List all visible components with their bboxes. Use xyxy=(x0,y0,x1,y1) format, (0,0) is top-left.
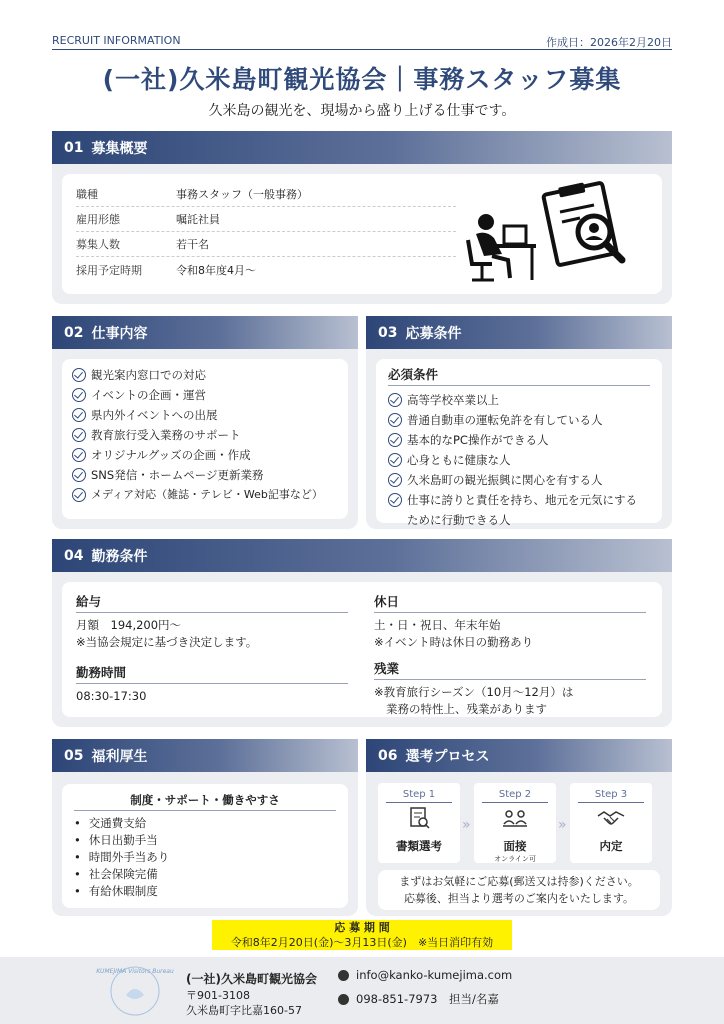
email-icon xyxy=(338,970,349,981)
section-job-header xyxy=(52,316,358,349)
salary-heading: 給与 xyxy=(76,592,348,613)
requirement-text: 基本的なPC操作ができる人 xyxy=(407,433,549,447)
benefit-item: • 有給休暇制度 xyxy=(74,883,336,900)
phone-number[interactable]: 098-851-7973 xyxy=(356,992,438,1006)
hours-heading: 勤務時間 xyxy=(76,663,348,684)
row-value: 令和8年度4月〜 xyxy=(176,263,256,277)
check-circle-icon xyxy=(72,448,86,462)
benefit-item: • 休日出勤手当 xyxy=(74,832,336,849)
overview-row xyxy=(76,257,456,282)
section-process-header xyxy=(366,739,672,772)
application-period xyxy=(212,920,512,950)
contact-person: 担当/名嘉 xyxy=(448,992,499,1006)
job-item-text: 県内外イベントへの出展 xyxy=(91,408,218,422)
zip-code: 〒901-3108 xyxy=(186,989,250,1002)
benefits-subheading: 制度・サポート・働きやすさ xyxy=(74,792,336,811)
hours-value: 08:30-17:30 xyxy=(76,689,147,703)
step-name: 書類選考 xyxy=(396,839,442,853)
section-number: 03 xyxy=(378,324,398,341)
section-benefits-header xyxy=(52,739,358,772)
requirement-item xyxy=(388,390,650,410)
row-value: 事務スタッフ（一般事務） xyxy=(176,188,308,201)
section-number: 04 xyxy=(64,547,84,564)
row-key: 職種 xyxy=(76,188,98,201)
requirement-text: 仕事に誇りと責任を持ち、地元を元気にするために行動できる人 xyxy=(407,493,637,527)
footer xyxy=(0,957,724,1024)
job-panel xyxy=(62,359,348,519)
benefit-item: • 交通費支給 xyxy=(74,815,336,832)
check-circle-icon xyxy=(72,488,86,502)
office-worker-illustration-icon xyxy=(462,182,642,287)
job-item-text: SNS発信・ホームページ更新業務 xyxy=(91,468,264,482)
interview-icon xyxy=(501,806,529,830)
job-item-text: 観光案内窓口での対応 xyxy=(91,368,206,382)
holiday-heading: 休日 xyxy=(374,592,646,613)
benefits-panel xyxy=(62,784,348,908)
check-circle-icon xyxy=(388,413,402,427)
job-item xyxy=(72,385,338,405)
check-circle-icon xyxy=(72,388,86,402)
phone-icon xyxy=(338,994,349,1005)
job-item-text: メディア対応（雑誌・テレビ・Web記事など） xyxy=(91,488,323,501)
overview-row xyxy=(76,207,456,232)
job-item xyxy=(72,425,338,445)
section-requirements-header xyxy=(366,316,672,349)
created-date: 作成日：2026年2月20日 xyxy=(546,36,672,49)
section-overview-header xyxy=(52,131,672,164)
overtime-heading: 残業 xyxy=(374,659,646,680)
check-circle-icon xyxy=(388,393,402,407)
process-note-panel xyxy=(378,870,660,910)
job-item xyxy=(72,485,338,505)
step-label: Step 2 xyxy=(482,789,548,803)
process-note-1: まずはお気軽にご応募(郵送又は持参)ください。 xyxy=(399,875,639,888)
step-name: 面接 xyxy=(503,839,527,853)
section-number: 06 xyxy=(378,747,398,764)
job-item xyxy=(72,465,338,485)
period-value: 令和8年2月20日(金)〜3月13日(金) ※当日消印有効 xyxy=(230,936,494,949)
section-title: 勤務条件 xyxy=(91,548,148,565)
salary-amount: 月額 194,200円〜 xyxy=(76,618,182,632)
visitors-bureau-logo-icon xyxy=(96,963,174,1019)
section-title: 応募条件 xyxy=(405,325,462,342)
process-note-2: 応募後、担当より選考のご案内をいたします。 xyxy=(403,892,635,905)
section-requirements xyxy=(366,316,672,529)
job-item xyxy=(72,445,338,465)
check-circle-icon xyxy=(388,473,402,487)
period-label: 応 募 期 間 xyxy=(334,921,390,934)
job-item-text: イベントの企画・運営 xyxy=(91,388,206,402)
row-key: 雇用形態 xyxy=(76,213,120,226)
benefit-item: • 時間外手当あり xyxy=(74,849,336,866)
row-key: 募集人数 xyxy=(76,238,120,251)
page-title: (一社)久米島町観光協会｜事務スタッフ募集 xyxy=(102,65,622,94)
top-bar xyxy=(52,34,672,50)
requirement-text: 普通自動車の運転免許を有している人 xyxy=(407,413,603,427)
section-selection-process xyxy=(366,739,672,916)
section-number: 02 xyxy=(64,324,84,341)
step-label: Step 3 xyxy=(578,789,644,803)
check-circle-icon xyxy=(388,433,402,447)
document-search-icon xyxy=(406,806,432,830)
requirement-item xyxy=(388,430,650,450)
overview-row xyxy=(76,232,456,257)
section-working-conditions xyxy=(52,539,672,727)
benefits-list xyxy=(74,815,336,900)
overtime-note: ※教育旅行シーズン（10月〜12月）は xyxy=(374,685,574,699)
job-item-text: オリジナルグッズの企画・作成 xyxy=(91,448,251,462)
org-name: (一社)久米島町観光協会 xyxy=(186,972,317,986)
recruit-label: RECRUIT INFORMATION xyxy=(52,34,181,47)
email-address[interactable]: info@kanko-kumejima.com xyxy=(356,968,513,982)
salary-note: ※当協会規定に基づき決定します。 xyxy=(76,635,258,649)
row-value: 嘱託社員 xyxy=(176,213,220,226)
requirement-item xyxy=(388,470,650,490)
row-key: 採用予定時期 xyxy=(76,263,142,277)
requirements-panel xyxy=(376,359,662,527)
conditions-panel xyxy=(62,582,662,717)
requirement-text: 久米島町の観光振興に関心を有する人 xyxy=(407,473,603,487)
check-circle-icon xyxy=(72,408,86,422)
check-circle-icon xyxy=(72,428,86,442)
process-step-1 xyxy=(378,783,460,863)
job-item xyxy=(72,405,338,425)
section-job-description xyxy=(52,316,358,529)
overview-row xyxy=(76,182,456,207)
section-benefits xyxy=(52,739,358,916)
overview-panel xyxy=(62,174,662,294)
section-title: 選考プロセス xyxy=(405,748,490,765)
process-step-2 xyxy=(474,783,556,863)
step-label: Step 1 xyxy=(386,789,452,803)
requirement-item xyxy=(388,490,650,530)
step-note: オンライン可 xyxy=(494,855,536,863)
requirement-text: 心身ともに健康な人 xyxy=(407,453,511,467)
check-circle-icon xyxy=(72,468,86,482)
job-item-text: 教育旅行受入業務のサポート xyxy=(91,428,241,442)
section-conditions-header xyxy=(52,539,672,572)
process-step-3 xyxy=(570,783,652,863)
section-number: 05 xyxy=(64,747,84,764)
check-circle-icon xyxy=(72,368,86,382)
check-circle-icon xyxy=(388,453,402,467)
requirement-item xyxy=(388,410,650,430)
holiday-value: 土・日・祝日、年末年始 xyxy=(374,618,501,632)
section-number: 01 xyxy=(64,139,84,156)
requirement-item xyxy=(388,450,650,470)
requirements-subheading: 必須条件 xyxy=(388,365,650,386)
check-circle-icon xyxy=(388,493,402,507)
handshake-icon xyxy=(596,806,626,830)
logo-text: KUMEJIMA Visitors Bureau xyxy=(96,968,174,975)
chevron-right-icon: » xyxy=(558,817,567,833)
section-title: 福利厚生 xyxy=(91,748,148,765)
phone-contact xyxy=(356,991,499,1007)
page-subtitle: 久米島の観光を、現場から盛り上げる仕事です。 xyxy=(208,103,516,119)
section-title: 仕事内容 xyxy=(91,325,148,342)
address: 久米島町字比嘉160-57 xyxy=(186,1004,302,1017)
row-value: 若干名 xyxy=(176,238,209,251)
holiday-note: ※イベント時は休日の勤務あり xyxy=(374,635,534,649)
section-title: 募集概要 xyxy=(91,140,148,157)
overtime-note-2: 業務の特性上、残業があります xyxy=(386,702,547,716)
section-overview xyxy=(52,131,672,304)
job-item xyxy=(72,365,338,385)
step-name: 内定 xyxy=(599,839,623,853)
chevron-right-icon: » xyxy=(462,817,471,833)
requirement-text: 高等学校卒業以上 xyxy=(407,393,499,407)
benefit-item: • 社会保険完備 xyxy=(74,866,336,883)
